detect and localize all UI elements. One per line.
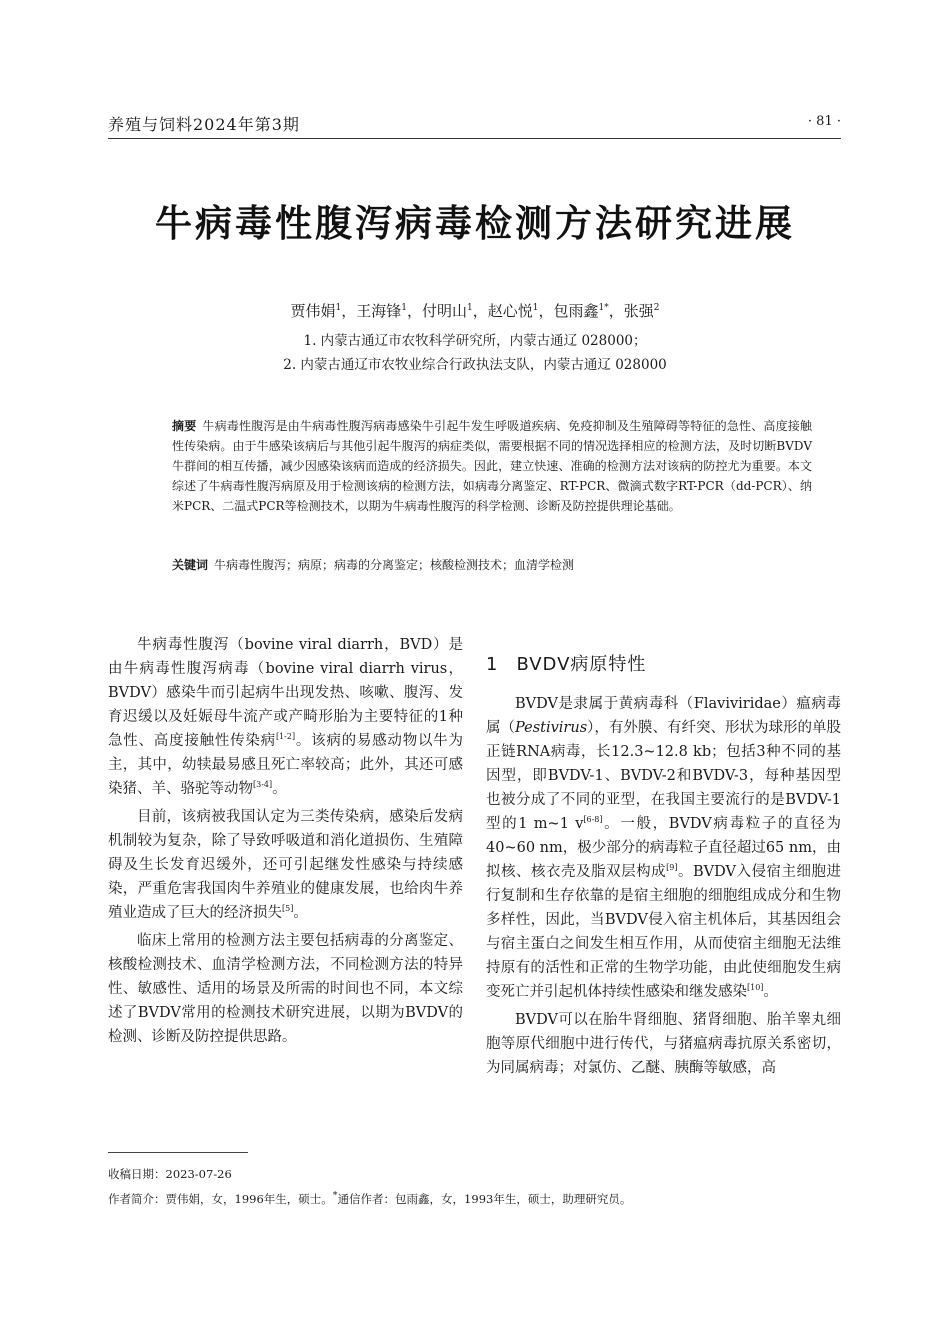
author-affiliation-mark: 1 [532, 303, 539, 313]
corresponding-author-text: 通信作者：包雨鑫，女，1993年生，硕士，助理研究员。 [337, 1191, 632, 1206]
keywords [172, 555, 812, 575]
paragraph [108, 929, 463, 1049]
citation: [5] [282, 904, 294, 914]
paragraph-text: 。 [293, 905, 308, 921]
body-right-column [486, 692, 841, 1084]
author-name: 贾伟娟 [290, 302, 336, 320]
footnote-divider [108, 1152, 248, 1153]
section-heading [486, 650, 646, 676]
paragraph-text: 。 [272, 781, 287, 797]
author-name: 包雨鑫 [553, 302, 599, 320]
author-affiliation-mark: 1 [467, 303, 473, 313]
article-title: 牛病毒性腹泻病毒检测方法研究进展 [155, 202, 795, 245]
author-name: 赵心悦 [487, 302, 533, 320]
abstract-text: 牛病毒性腹泻是由牛病毒性腹泻病毒感染牛引起牛发生呼吸道疾病、免疫抑制及生殖障碍等特征的急性、高度接触性传染病。由于牛感染该病后与其他引起牛腹泻的病症类似，需要根据不同的情况选择相应的检测方法，及时切断BVDV牛群间的相互传播，减少因感染该病而造成的经济损失。因此，建立快速、准确的检测方法对该病的防控尤为重要。本文综述了牛病毒性腹泻病原及用于检测该病的检测方法，如病毒分离鉴定、RT-PCR、微滴式数字RT-PCR（dd-PCR）、纳米PCR、二温式PCR等检测技术，以期为牛病毒性腹泻的科学检测、诊断及防控提供理论基础。 [172, 419, 812, 513]
author-affiliation-mark: 2 [653, 303, 660, 313]
running-header [108, 112, 841, 139]
author-bio-text: 作者简介：贾伟娟，女，1996年生，硕士。 [108, 1191, 333, 1206]
author-list: 贾伟娟$^1$，王海锋$^1$，付明山$^1$，赵心悦$^1$，包雨鑫$^{1*}$，张强$^2$ [290, 302, 660, 320]
body-left-column [108, 633, 463, 1053]
author-name: 张强 [623, 302, 654, 320]
keywords-label: 关键词 [172, 558, 209, 572]
paragraph-text: 。 [763, 984, 778, 1000]
abstract-label: 摘要 [172, 419, 197, 433]
citation: [1-2] [275, 732, 296, 742]
author-affiliation-mark: 1 [335, 303, 342, 313]
received-date: 收稿日期：2023-07-26 [108, 1167, 232, 1181]
citation: [9] [666, 863, 678, 873]
paragraph-text: BVDV可以在胎牛肾细胞、猪肾细胞、胎羊睾丸细胞等原代细胞中进行传代，与猪瘟病毒抗原关系密切，为同属病毒；对氯仿、乙醚、胰酶等敏感，高 [486, 1012, 841, 1076]
paragraph-text: BVDV是隶属于黄病毒科（Flaviviridae）瘟病毒属（ [486, 696, 841, 736]
keywords-text: 牛病毒性腹泻；病原；病毒的分离鉴定；核酸检测技术；血清学检测 [214, 558, 575, 572]
paragraph [486, 692, 841, 1004]
paragraph [108, 633, 463, 801]
corresponding-mark: * [332, 1190, 338, 1201]
paragraph-text: 牛病毒性腹泻（bovine viral diarrh，BVD）是由牛病毒性腹泻病毒（bovine viral diarrh virus，BVDV）感染牛而引起病牛出现发热、咳嗽、腹泻、发育迟缓以及妊娠母牛流产或产畸形胎为主要特征的1种急性、高度接触性传染病 [108, 637, 463, 749]
author-name: 王海锋 [356, 302, 402, 320]
paragraph [108, 805, 463, 925]
author-name: 付明山 [421, 302, 467, 320]
footnotes [108, 1163, 631, 1210]
affiliation-1: 1. 内蒙古通辽市农牧科学研究所，内蒙古通辽 028000； [303, 333, 647, 349]
paragraph-text: 。该病的易感动物以牛为主，其中，幼犊最易感且死亡率较高；此外，其还可感染猪、羊、骆驼等动物 [108, 733, 463, 797]
author-affiliation-mark: 1 [401, 303, 407, 313]
genus-name: Pestivirus [515, 720, 588, 736]
paragraph-text: 。一般，BVDV病毒粒子的直径为40~60 nm，极少部分的病毒粒子直径超过65 nm，由拟核、核衣壳及脂双层构成 [486, 816, 842, 880]
page-number: · 81 · [807, 114, 841, 129]
affiliation-2: 2. 内蒙古通辽市农牧业综合行政执法支队，内蒙古通辽 028000 [283, 357, 667, 373]
author-bio [108, 1185, 631, 1210]
paragraph-text: ），有外膜、有纤突、形状为球形的单股正链RNA病毒，长12.3~12.8 kb；包括3种不同的基因型，即BVDV-1、BVDV-2和BVDV-3，每种基因型也被分成了不同的亚型，在我国主要流行的是BVDV-1型的1 m~1 v [486, 720, 842, 832]
paragraph-text: 临床上常用的检测方法主要包括病毒的分离鉴定、核酸检测技术、血清学检测方法，不同检测方法的特异性、敏感性、适用的场景及所需的时间也不同，本文综述了BVDV常用的检测技术研究进展，以期为BVDV的检测、诊断及防控提供思路。 [108, 933, 463, 1045]
section-number: 1 [486, 654, 499, 675]
paragraph [486, 1008, 841, 1080]
section-title: BVDV病原特性 [516, 654, 647, 675]
citation: [10] [747, 983, 764, 993]
author-affiliation-mark: 1* [598, 303, 609, 313]
citation: [6-8] [583, 815, 603, 825]
citation: [3-4] [253, 780, 273, 790]
paragraph-text: 。BVDV入侵宿主细胞进行复制和生存依靠的是宿主细胞的细胞组成成分和生物多样性，因此，当BVDV侵入宿主机体后，其基因组会与宿主蛋白之间发生相互作用，从而使宿主细胞无法维持原有的活性和正常的生物学功能，由此使细胞发生病变死亡并引起机体持续性感染和继发感染 [486, 864, 842, 1000]
abstract [172, 416, 812, 516]
journal-issue: 养殖与饲料2024年第3期 [108, 115, 300, 134]
paragraph-text: 目前，该病被我国认定为三类传染病，感染后发病机制较为复杂，除了导致呼吸道和消化道损伤、生殖障碍及生长发育迟缓外，还可引起继发性感染与持续感染，严重危害我国肉牛养殖业的健康发展，也给肉牛养殖业造成了巨大的经济损失 [108, 809, 463, 921]
